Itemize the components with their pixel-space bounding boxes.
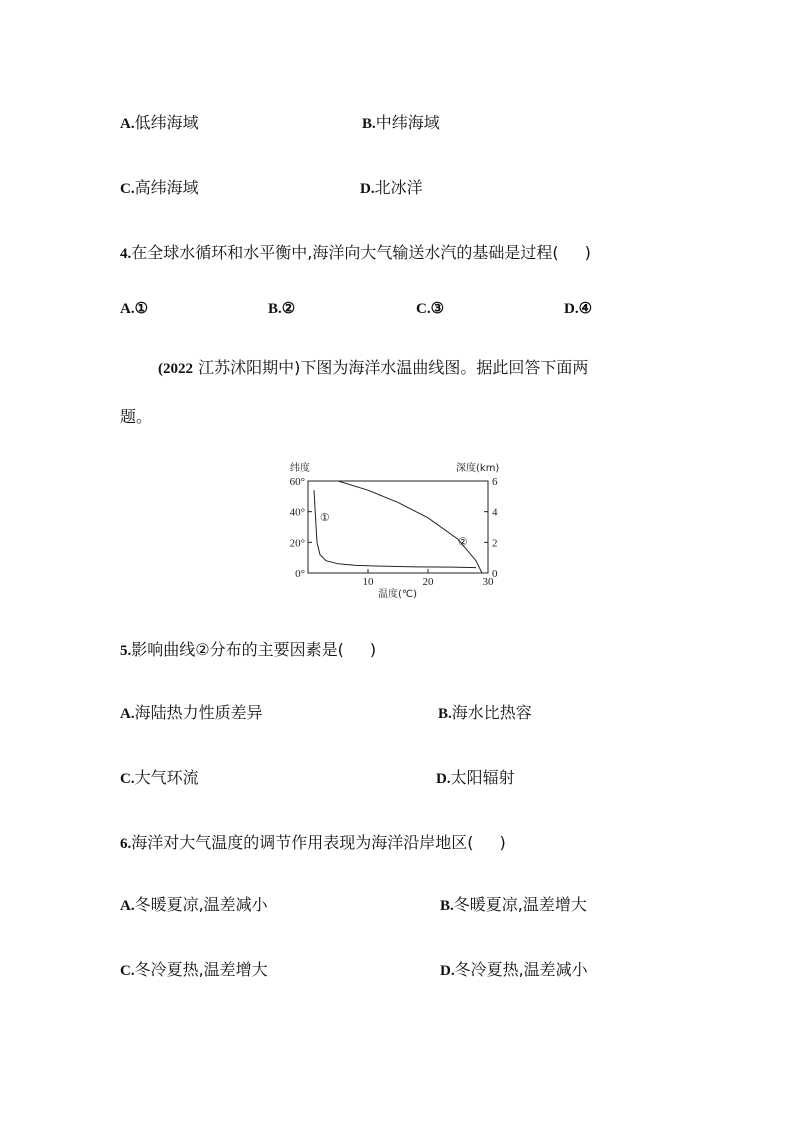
- option-text: 低纬海域: [134, 113, 199, 132]
- q6-option-a: [120, 892, 268, 915]
- option-label: B.: [362, 116, 376, 132]
- option-label: C.: [120, 181, 135, 197]
- plot-frame: [308, 481, 488, 573]
- y-right-tick-label: 2: [492, 537, 498, 550]
- option-label: B.: [440, 898, 454, 914]
- q4-option-d: [564, 298, 592, 318]
- y-right-tick-label: 0: [492, 568, 498, 580]
- option-text: 冬冷夏热,温差减小: [454, 960, 588, 979]
- series-line-1: [314, 490, 476, 567]
- y-right-axis-label: 深度(km): [456, 463, 500, 474]
- q4-option-a: [120, 298, 148, 318]
- q5-stem: [120, 637, 376, 660]
- q5-option-c: [120, 765, 199, 788]
- series-label-1: ①: [319, 511, 330, 524]
- option-text: 海水比热容: [451, 703, 532, 722]
- option-text: A.①: [120, 301, 149, 317]
- y-left-tick-label: 40°: [289, 506, 305, 519]
- series-line-2: [338, 481, 482, 573]
- q4-stem: [120, 240, 591, 263]
- option-label: B.: [438, 706, 452, 722]
- option-label: D.: [360, 181, 375, 197]
- q3-option-c: [120, 175, 199, 198]
- intro-source-rest: 江苏沭阳期中): [198, 358, 301, 377]
- option-label: A.: [120, 116, 135, 132]
- blank-close: ): [499, 833, 506, 852]
- question-number: 6.: [120, 836, 132, 852]
- q5-option-d: [436, 765, 515, 788]
- option-text: 大气环流: [134, 768, 199, 787]
- option-label: A.: [120, 706, 135, 722]
- option-text: 高纬海域: [134, 178, 199, 197]
- y-right-tick-label: 4: [492, 506, 498, 519]
- series-label-2: ②: [457, 536, 468, 549]
- option-label: A.: [120, 898, 135, 914]
- option-label: D.: [436, 771, 451, 787]
- q6-stem: [120, 830, 506, 853]
- x-tick-label: 30: [482, 576, 494, 588]
- x-tick-label: 20: [422, 576, 434, 588]
- option-text: 中纬海域: [375, 113, 440, 132]
- y-left-tick-label: 60°: [289, 476, 305, 488]
- water-temperature-chart: [280, 455, 510, 605]
- y-left-tick-label: 0°: [295, 568, 305, 580]
- option-text: D.④: [564, 301, 593, 317]
- option-text: 海陆热力性质差异: [134, 703, 263, 722]
- x-tick-label: 10: [362, 576, 374, 588]
- option-label: D.: [440, 963, 455, 979]
- option-text: 冬暖夏凉,温差增大: [453, 895, 587, 914]
- option-text: 太阳辐射: [450, 768, 515, 787]
- q5-option-a: [120, 700, 263, 723]
- q6-option-d: [440, 957, 588, 980]
- q4-option-b: [268, 298, 295, 318]
- intro-text: 下图为海洋水温曲线图。据此回答下面两: [300, 358, 589, 377]
- y-left-tick-label: 20°: [289, 537, 305, 550]
- q3-option-d: [360, 175, 423, 198]
- q5-option-b: [438, 700, 532, 723]
- option-label: C.: [120, 771, 135, 787]
- option-text: C.③: [416, 301, 445, 317]
- q6-option-c: [120, 957, 268, 980]
- blank-close: ): [584, 243, 591, 262]
- option-text: 北冰洋: [374, 178, 423, 197]
- question-text: 海洋对大气温度的调节作用表现为海洋沿岸地区(: [131, 833, 474, 852]
- option-label: C.: [120, 963, 135, 979]
- q6-option-b: [440, 892, 587, 915]
- q4-option-c: [416, 298, 444, 318]
- question-text: 在全球水循环和水平衡中,海洋向大气输送水汽的基础是过程(: [131, 243, 559, 262]
- question-number: 4.: [120, 246, 132, 262]
- question-number: 5.: [120, 643, 132, 659]
- q3-option-b: [362, 110, 440, 133]
- question-text: 影响曲线②分布的主要因素是(: [131, 640, 344, 659]
- option-text: 冬冷夏热,温差增大: [134, 960, 268, 979]
- intro-text-cont: 题。: [120, 407, 153, 426]
- intro-line-cont: [120, 404, 152, 427]
- blank-close: ): [369, 640, 377, 659]
- x-axis-label: 温度(℃): [378, 589, 418, 600]
- chart-svg: [280, 455, 510, 605]
- intro-source: (2022: [158, 361, 193, 377]
- q3-option-a: [120, 110, 199, 133]
- option-text: 冬暖夏凉,温差减小: [134, 895, 268, 914]
- y-right-tick-label: 6: [492, 476, 498, 488]
- option-text: B.②: [268, 301, 296, 317]
- y-left-axis-label: 纬度: [290, 463, 310, 474]
- intro-line: [158, 355, 588, 378]
